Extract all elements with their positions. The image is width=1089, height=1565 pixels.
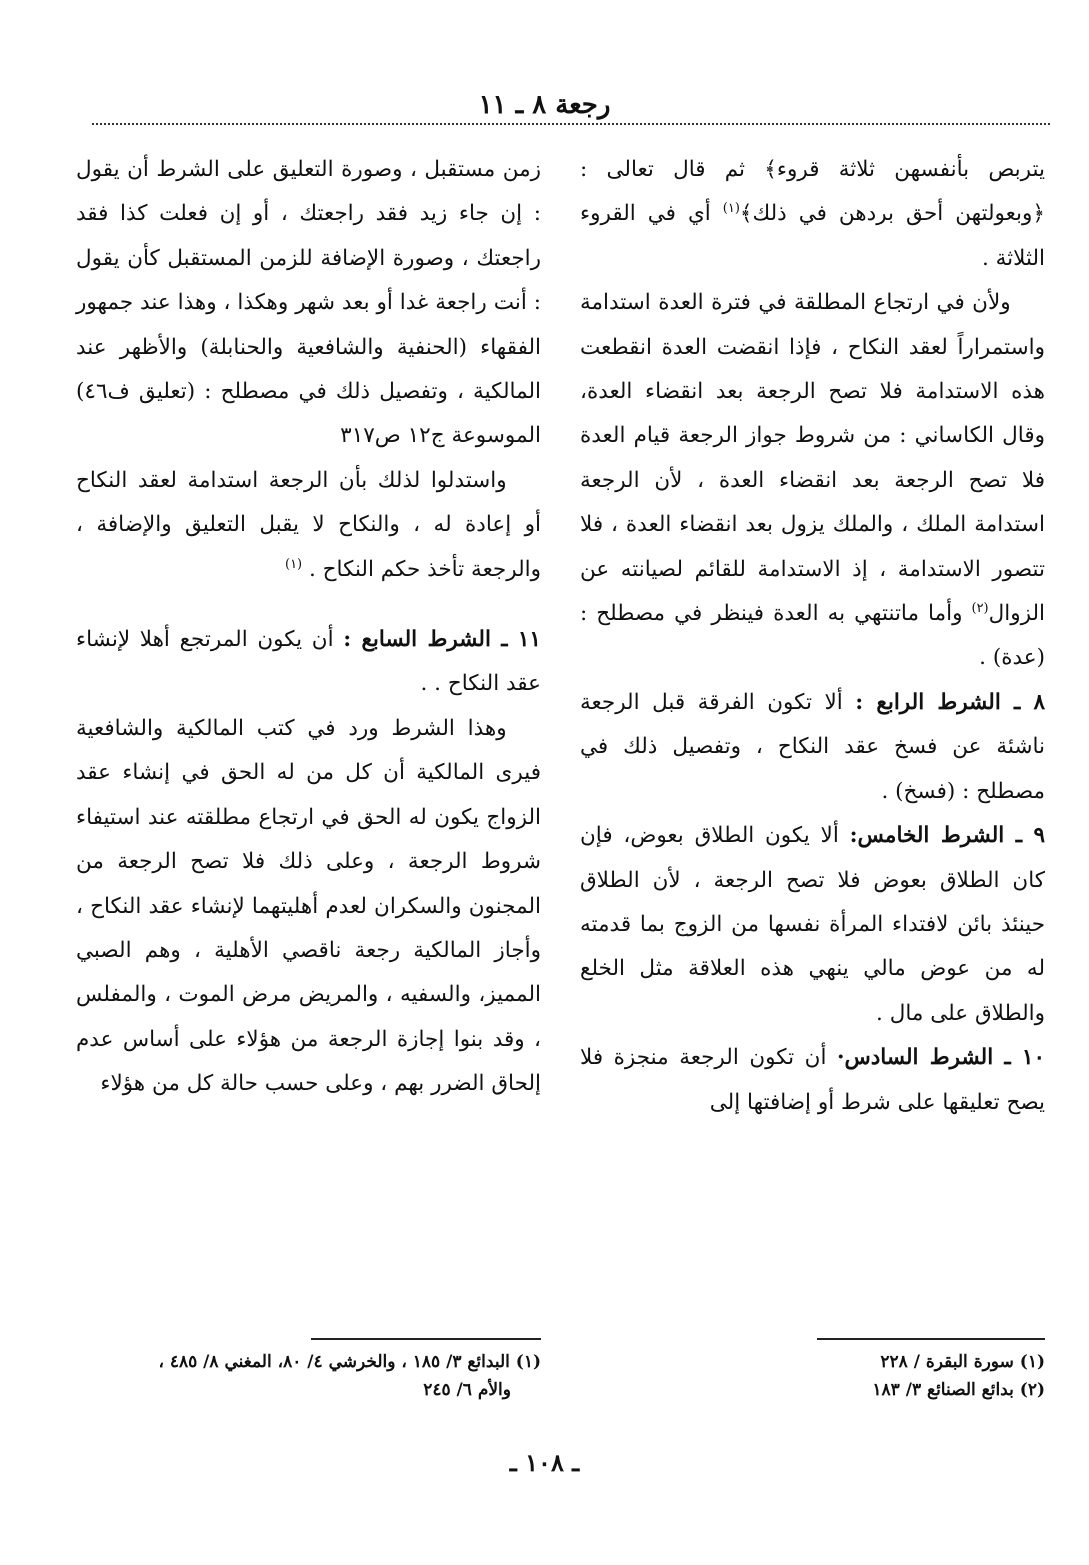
page-number: ـ ١٠٨ ـ — [509, 1448, 580, 1477]
section-10-body: أن تكون الرجعة منجزة فلا يصح تعليقها على شرط أو إضافتها إلى — [580, 1045, 1045, 1115]
quote-tail: أي في القروء الثلاثة . — [580, 201, 1045, 271]
section-10-heading: ١٠ ـ الشرط السادس· — [836, 1045, 1045, 1071]
right-column — [580, 148, 1045, 1125]
footnote-ref: (١) — [722, 201, 740, 217]
section-gap — [76, 592, 541, 618]
paragraph-continuation: زمن مستقبل ، وصورة التعليق على الشرط أن يقول : إن جاء زيد فقد راجعتك ، أو إن فعلت كذا فقد راجعتك ، وصورة الإضافة للزمن المستقبل كأن يقول : أنت راجعة غدا أو بعد شهر وهكذا ، وهذا عند جمهور الفقهاء (الحنفية والشافعية والحنابلة) والأظهر عند المالكية ، وتفصيل ذلك في مصطلح : (تعليق ف٤٦) الموسوعة ج١٢ ص٣١٧ — [76, 157, 541, 449]
paragraph-evidence — [76, 459, 541, 592]
paragraph-tail: وأما ماتنتهي به العدة فينظر في مصطلح : (عدة) . — [580, 601, 1045, 671]
section-11-body: أن يكون المرتجع أهلا لإنشاء عقد النكاح . . — [76, 627, 541, 697]
left-column — [76, 148, 541, 1107]
section-9-body: ألا يكون الطلاق بعوض، فإن كان الطلاق بعوض فلا تصح الرجعة ، لأن الطلاق حينئذ بائن لافتداء المرأة نفسها من الزوج بما قدمته له من عوض مالي ينهي هذه العلاقة مثل الخلع والطلاق على مال . — [580, 823, 1045, 1026]
paragraph-quran-quote — [580, 148, 1045, 281]
paragraph-text: ولأن في ارتجاع المطلقة في فترة العدة استدامة واستمراراً لعقد النكاح ، فإذا انقضت العدة انقطعت هذه الاستدامة فلا تصح الرجعة بعد انقضاء العدة، وقال الكاساني : من شروط جواز الرجعة قيام العدة فلا تصح الرجعة بعد انقضاء العدة ، لأن الرجعة استدامة الملك ، والملك يزول بعد انقضاء العدة ، فلا تتصور الاستدامة ، إذ الاستدامة للقائم لصيانته عن الزوال — [580, 290, 1045, 627]
footnotes-left — [76, 1348, 541, 1404]
section-11-heading: ١١ ـ الشرط السابع : — [343, 627, 541, 653]
section-8 — [580, 681, 1045, 814]
section-9 — [580, 814, 1045, 1036]
paragraph-continuation — [580, 281, 1045, 681]
footnotes-right — [580, 1348, 1045, 1404]
paragraph-malikiyya: وهذا الشرط ورد في كتب المالكية والشافعية فيرى المالكية أن كل من له الحق في إنشاء عقد الزواج يكون له الحق في ارتجاع مطلقته عند استيفاء شروط الرجعة ، وعلى ذلك فلا تصح الرجعة من المجنون والسكران لعدم أهليتهما لإنشاء عقد النكاح ، وأجاز المالكية رجعة ناقصي الأهلية ، وهم الصبي المميز، والسفيه ، والمريض مرض الموت ، والمفلس ، وقد بنوا إجازة الرجعة من هؤلاء على أساس عدم إلحاق الضرر بهم ، وعلى حسب حالة كل من هؤلاء — [76, 715, 541, 1097]
footnote: (١) سورة البقرة / ٢٢٨ — [880, 1352, 1045, 1372]
section-8-body: ألا تكون الفرقة قبل الرجعة ناشئة عن فسخ عقد النكاح ، وتفصيل ذلك في مصطلح : (فسخ) . — [580, 689, 1045, 804]
section-8-heading: ٨ ـ الشرط الرابع : — [855, 689, 1045, 715]
footnote-divider — [311, 1338, 541, 1340]
running-header: رجعة ٨ ـ ١١ — [478, 90, 611, 120]
section-11 — [76, 618, 541, 707]
paragraph-text: واستدلوا لذلك بأن الرجعة استدامة لعقد النكاح أو إعادة له ، والنكاح لا يقبل التعليق والإضافة ، والرجعة تأخذ حكم النكاح . — [76, 467, 541, 582]
footnote-ref: (١) — [284, 556, 303, 572]
quote-text: يتربص بأنفسهن ثلاثة قروء﴾ ثم قال تعالى : ﴿وبعولتهن أحق بردهن في ذلك﴾ — [580, 157, 1045, 227]
section-9-heading: ٩ ـ الشرط الخامس: — [849, 823, 1045, 849]
section-10 — [580, 1036, 1045, 1125]
footnote: (١) البدائع ٣/ ١٨٥ ، والخرشي ٤/ ٨٠، المغني ٨/ ٤٨٥ ، — [158, 1352, 541, 1372]
footnote-ref: (٢) — [971, 600, 989, 616]
header-dotted-rule — [92, 123, 1050, 125]
footnote: والأم ٦/ ٢٤٥ — [423, 1380, 511, 1400]
footnote-divider — [817, 1338, 1045, 1340]
footnote: (٢) بدائع الصنائع ٣/ ١٨٣ — [872, 1380, 1045, 1400]
